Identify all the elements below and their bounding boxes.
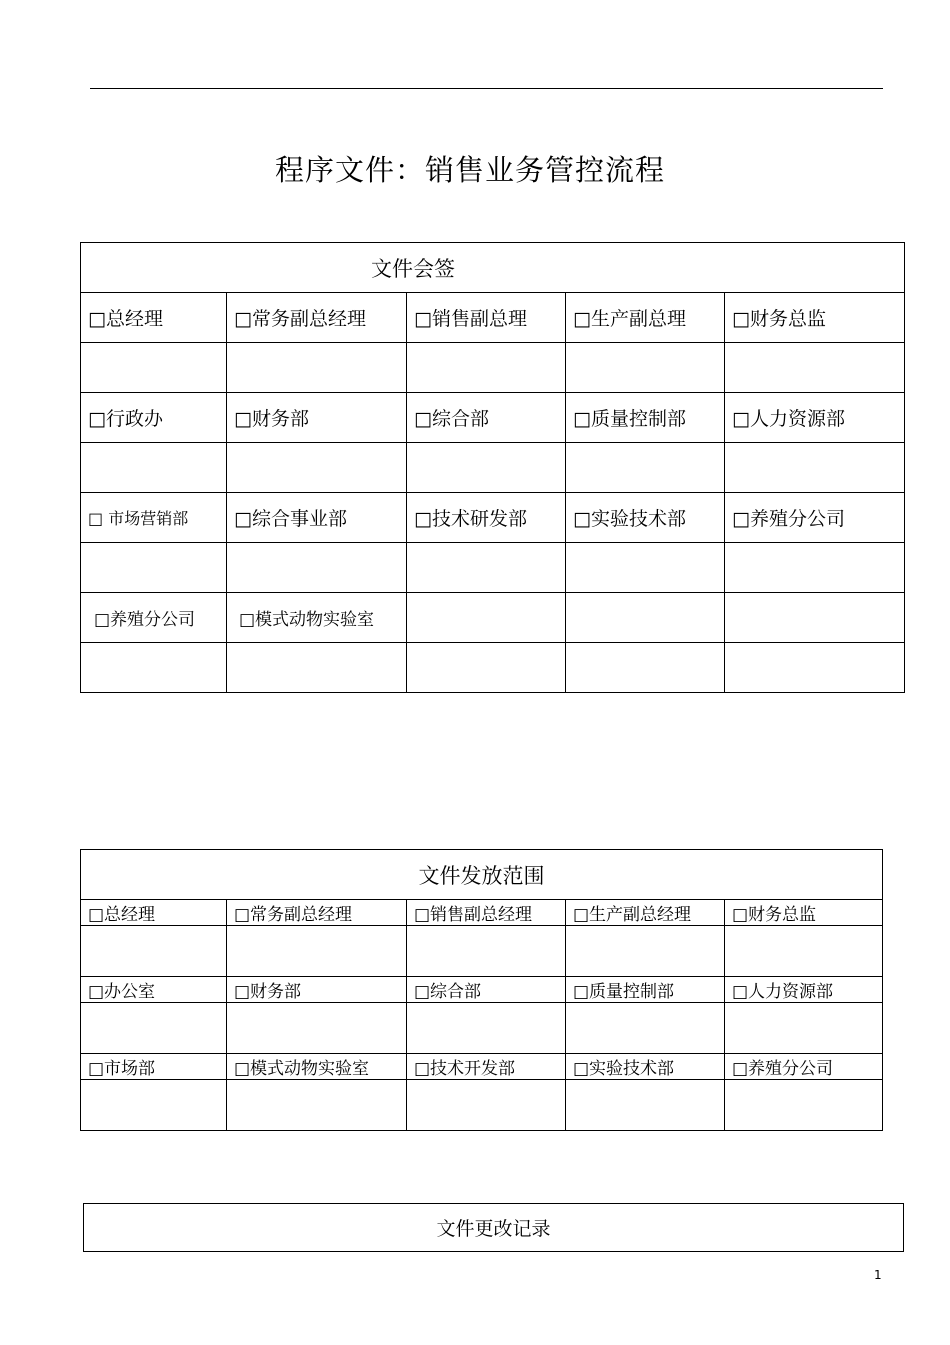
page-number: 1: [874, 1268, 882, 1282]
table-header-row: [81, 850, 883, 900]
distribution-option[interactable]: □质量控制部: [566, 977, 725, 1003]
signature-cell[interactable]: [566, 443, 725, 493]
distribution-option[interactable]: □养殖分公司: [725, 1054, 883, 1080]
sign-option[interactable]: □财务总监: [725, 293, 905, 343]
signature-cell[interactable]: [566, 643, 725, 693]
blank-cell[interactable]: [407, 926, 566, 977]
sign-option[interactable]: □养殖分公司: [725, 493, 905, 543]
table-row: [81, 293, 905, 343]
distribution-option[interactable]: □办公室: [81, 977, 227, 1003]
signature-cell[interactable]: [81, 443, 227, 493]
sign-option[interactable]: □ 市场营销部: [81, 493, 227, 543]
blank-cell[interactable]: [407, 1080, 566, 1131]
sign-option[interactable]: □养殖分公司: [81, 593, 227, 643]
blank-row: [81, 1080, 883, 1131]
empty-cell: [725, 593, 905, 643]
signature-cell[interactable]: [81, 543, 227, 593]
signature-cell[interactable]: [407, 543, 566, 593]
sign-option[interactable]: □常务副总经理: [227, 293, 407, 343]
signature-cell[interactable]: [227, 543, 407, 593]
blank-cell[interactable]: [566, 1080, 725, 1131]
signature-row: [81, 443, 905, 493]
sign-option[interactable]: □综合部: [407, 393, 566, 443]
signature-cell[interactable]: [227, 643, 407, 693]
distribution-option[interactable]: □生产副总经理: [566, 900, 725, 926]
distribution-table: [80, 849, 883, 1131]
signature-cell[interactable]: [725, 343, 905, 393]
change-record-header: 文件更改记录: [84, 1204, 904, 1252]
table-row: [81, 393, 905, 443]
blank-cell[interactable]: [566, 926, 725, 977]
document-title: 程序文件：销售业务管控流程: [274, 153, 665, 187]
signature-cell[interactable]: [227, 343, 407, 393]
sign-option[interactable]: □人力资源部: [725, 393, 905, 443]
sign-option[interactable]: □总经理: [81, 293, 227, 343]
distribution-option[interactable]: □总经理: [81, 900, 227, 926]
table-header-row: [81, 243, 905, 293]
distribution-option[interactable]: □技术开发部: [407, 1054, 566, 1080]
blank-cell[interactable]: [81, 926, 227, 977]
blank-cell[interactable]: [227, 1080, 407, 1131]
sign-option[interactable]: □质量控制部: [566, 393, 725, 443]
sign-option[interactable]: □综合事业部: [227, 493, 407, 543]
signature-cell[interactable]: [566, 343, 725, 393]
blank-cell[interactable]: [81, 1003, 227, 1054]
sign-option[interactable]: □模式动物实验室: [227, 593, 407, 643]
change-record-table: [83, 1203, 904, 1252]
distribution-option[interactable]: □财务总监: [725, 900, 883, 926]
blank-cell[interactable]: [725, 1003, 883, 1054]
sign-off-header: 文件会签: [81, 243, 905, 293]
sign-off-table: [80, 242, 905, 693]
sign-option[interactable]: □实验技术部: [566, 493, 725, 543]
signature-row: [81, 643, 905, 693]
blank-cell[interactable]: [566, 1003, 725, 1054]
blank-cell[interactable]: [725, 1080, 883, 1131]
distribution-option[interactable]: □实验技术部: [566, 1054, 725, 1080]
header-rule: [90, 88, 883, 89]
table-header-row: [84, 1204, 904, 1252]
distribution-option[interactable]: □综合部: [407, 977, 566, 1003]
table-row: [81, 977, 883, 1003]
blank-cell[interactable]: [227, 1003, 407, 1054]
sign-option[interactable]: □生产副总理: [566, 293, 725, 343]
sign-option[interactable]: □行政办: [81, 393, 227, 443]
distribution-option[interactable]: □常务副总经理: [227, 900, 407, 926]
signature-cell[interactable]: [81, 643, 227, 693]
table-row: [81, 1054, 883, 1080]
table-row: [81, 900, 883, 926]
blank-cell[interactable]: [407, 1003, 566, 1054]
signature-cell[interactable]: [227, 443, 407, 493]
signature-cell[interactable]: [725, 543, 905, 593]
table-row: [81, 493, 905, 543]
blank-row: [81, 926, 883, 977]
table-row: [81, 593, 905, 643]
signature-cell[interactable]: [566, 543, 725, 593]
empty-cell: [407, 593, 566, 643]
distribution-option[interactable]: □财务部: [227, 977, 407, 1003]
signature-row: [81, 343, 905, 393]
empty-cell: [566, 593, 725, 643]
blank-cell[interactable]: [227, 926, 407, 977]
signature-cell[interactable]: [725, 443, 905, 493]
signature-cell[interactable]: [81, 343, 227, 393]
signature-cell[interactable]: [725, 643, 905, 693]
distribution-header: 文件发放范围: [81, 850, 883, 900]
distribution-option[interactable]: □销售副总经理: [407, 900, 566, 926]
blank-row: [81, 1003, 883, 1054]
blank-cell[interactable]: [725, 926, 883, 977]
sign-option[interactable]: □技术研发部: [407, 493, 566, 543]
signature-row: [81, 543, 905, 593]
distribution-option[interactable]: □模式动物实验室: [227, 1054, 407, 1080]
sign-option[interactable]: □销售副总理: [407, 293, 566, 343]
distribution-option[interactable]: □人力资源部: [725, 977, 883, 1003]
signature-cell[interactable]: [407, 343, 566, 393]
sign-option[interactable]: □财务部: [227, 393, 407, 443]
signature-cell[interactable]: [407, 443, 566, 493]
distribution-option[interactable]: □市场部: [81, 1054, 227, 1080]
signature-cell[interactable]: [407, 643, 566, 693]
blank-cell[interactable]: [81, 1080, 227, 1131]
